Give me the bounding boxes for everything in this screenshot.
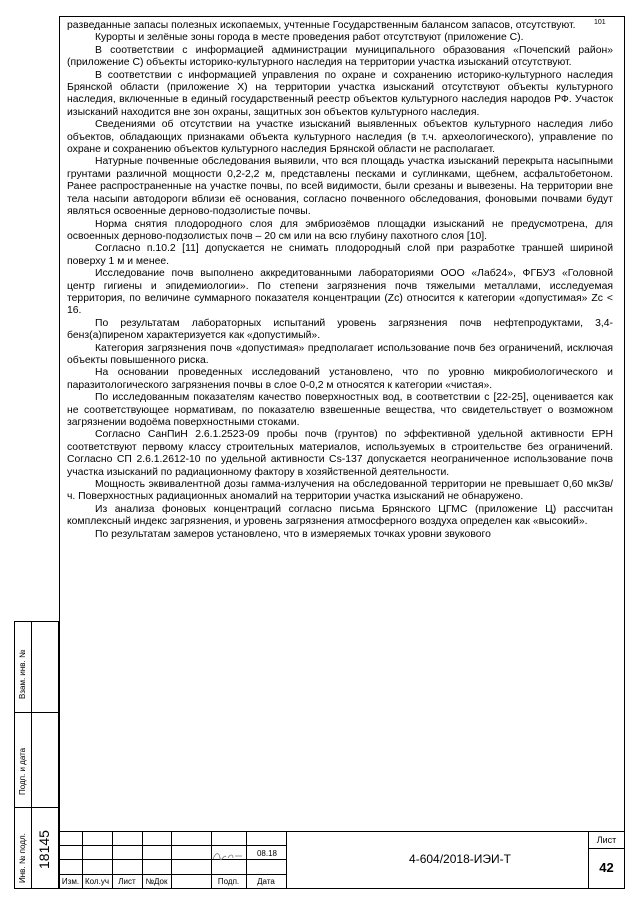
paragraph: По исследованным показателям качество поверхностных вод, в соответствии с [22-25], оценивается как не соответствующее нормативам, по показателю взвешенные вещества, что свидетельствует о возможном загрязнении водоёма поверхностными стоками. (67, 392, 613, 428)
paragraph: Мощность эквивалентной дозы гамма-излучения на обследованной территории не превышает 0,60 мкЗв/ч. Поверхностных радиационных аномалий на территории участка изысканий не обнаружено. (67, 479, 613, 503)
label-inv-orig: Инв. № подл. (18, 833, 27, 883)
stamp-col-kol-uch: Кол.уч (85, 877, 109, 886)
paragraph: Категория загрязнения почв «допустимая» предполагает использование почв без ограничений, исключая объекты повышенного риска. (67, 342, 613, 366)
inventory-number: 18145 (36, 830, 52, 869)
paragraph: Натурные почвенные обследования выявили, что вся площадь участка изысканий перекрыта насыпными грунтами различной мощности 0,2-2,2 м, представлены песками и суглинками, щебнем, асфальтобетоном. Ранее распространенные на участке почвы, по всей видимости, были срезаны и вывезены. На территории вне тела насыпи автодороги вблизи её основания, согласно почвенного обследования, фоновыми почвами будут являться освоенные дерново-подзолистые почвы. (67, 156, 613, 218)
paragraph: Курорты и зелёные зоны города в месте проведения работ отсутствуют (приложение С). (95, 32, 524, 44)
paragraph: В соответствии с информацией управления по охране и сохранению историко-культурного наследия Брянской области (приложение Х) на территории участка изысканий отсутствуют объекты культурного наследия, включенные в единый государственный реестр объектов культурного наследия народов РФ. Участок изысканий находится вне зон охраны, защитных зон объектов культурного наследия. (67, 69, 613, 118)
stamp-col-ndok: №Док (145, 877, 168, 886)
paragraph: Норма снятия плодородного слоя для эмбриозёмов площадки изысканий не предусмотрена, для освоенных дерново-подзолистых почв – 20 см или на всю глубину пахотного слоя [10]. (67, 218, 613, 242)
stamp-col-podp: Подп. (217, 877, 240, 886)
title-block-stamp (59, 831, 625, 889)
label-inv-replace: Взам. инв. № (18, 649, 27, 699)
paragraph: Согласно п.10.2 [11] допускается не снимать плодородный слой при разработке траншей шириной поверху 1 м и менее. (67, 243, 613, 267)
paragraph: Исследование почв выполнено аккредитованными лабораториями ООО «Лаб24», ФГБУЗ «Головной центр гигиены и эпидемиологии». По степени загрязнения почв тяжелыми металлами, исследуемая территория, по величине суммарного показателя концентрации (Zc) относится к категории «допустимая» Zc < 16. (67, 268, 613, 317)
page-corner-number: 101 (594, 19, 606, 26)
side-margin-strip (14, 621, 59, 889)
document-body (67, 20, 613, 541)
paragraph: Согласно СанПиН 2.6.1.2523-09 пробы почв (грунтов) по эффективной удельной активности ЕРН соответствуют первому классу строительных материалов, используемых в строительстве без ограничений. Согласно СП 2.6.1.2612-10 по удельной активности Cs-137 допускается неограниченное использование почв участка изысканий по радиационному фактору в хозяйственной деятельности. (67, 429, 613, 478)
paragraph: По результатам замеров установлено, что в измеряемых точках уровни звукового (95, 528, 491, 540)
paragraph: Из анализа фоновых концентраций согласно письма Брянского ЦГМС (приложение Ц) рассчитан комплексный индекс загрязнения, и уровень загрязнения атмосферного воздуха определен как «высокий». (67, 503, 613, 528)
sheet-number: 42 (599, 860, 614, 875)
paragraph: По результатам лабораторных испытаний уровень загрязнения почв нефтепродуктами, 3,4-бенз(а)пиреном характеризуется как «допустимый». (67, 317, 613, 342)
signature-icon (211, 850, 245, 862)
paragraph: разведанные запасы полезных ископаемых, учтенные Государственным балансом запасов, отсутствуют. (67, 20, 576, 31)
paragraph: Сведениями об отсутствии на участке изысканий выявленных объектов культурного наследия либо объектов, обладающих признаками объекта культурного наследия (в т.ч. археологического), управление по охране и сохранению объектов культурного наследия Брянской области не располагает. (67, 119, 613, 156)
paragraph: На основании проведенных исследований установлено, что по уровню микробиологического и паразитологического загрязнения почвы в слое 0-0,2 м относятся к категории «чистая». (67, 367, 613, 391)
stamp-col-data: Дата (257, 877, 275, 886)
stamp-col-izm: Изм. (61, 877, 80, 886)
stamp-date: 08.18 (256, 849, 278, 858)
stamp-col-list: Лист (118, 877, 136, 886)
document-code: 4-604/2018-ИЭИ-Т (409, 852, 511, 866)
label-sign-date: Подп. и дата (18, 747, 27, 795)
sheet-label: Лист (596, 835, 617, 845)
paragraph: В соответствии с информацией администрации муниципального образования «Почепский район» (приложение С) объекты историко-культурного наследия на территории участка изысканий отсутствуют. (67, 44, 613, 69)
